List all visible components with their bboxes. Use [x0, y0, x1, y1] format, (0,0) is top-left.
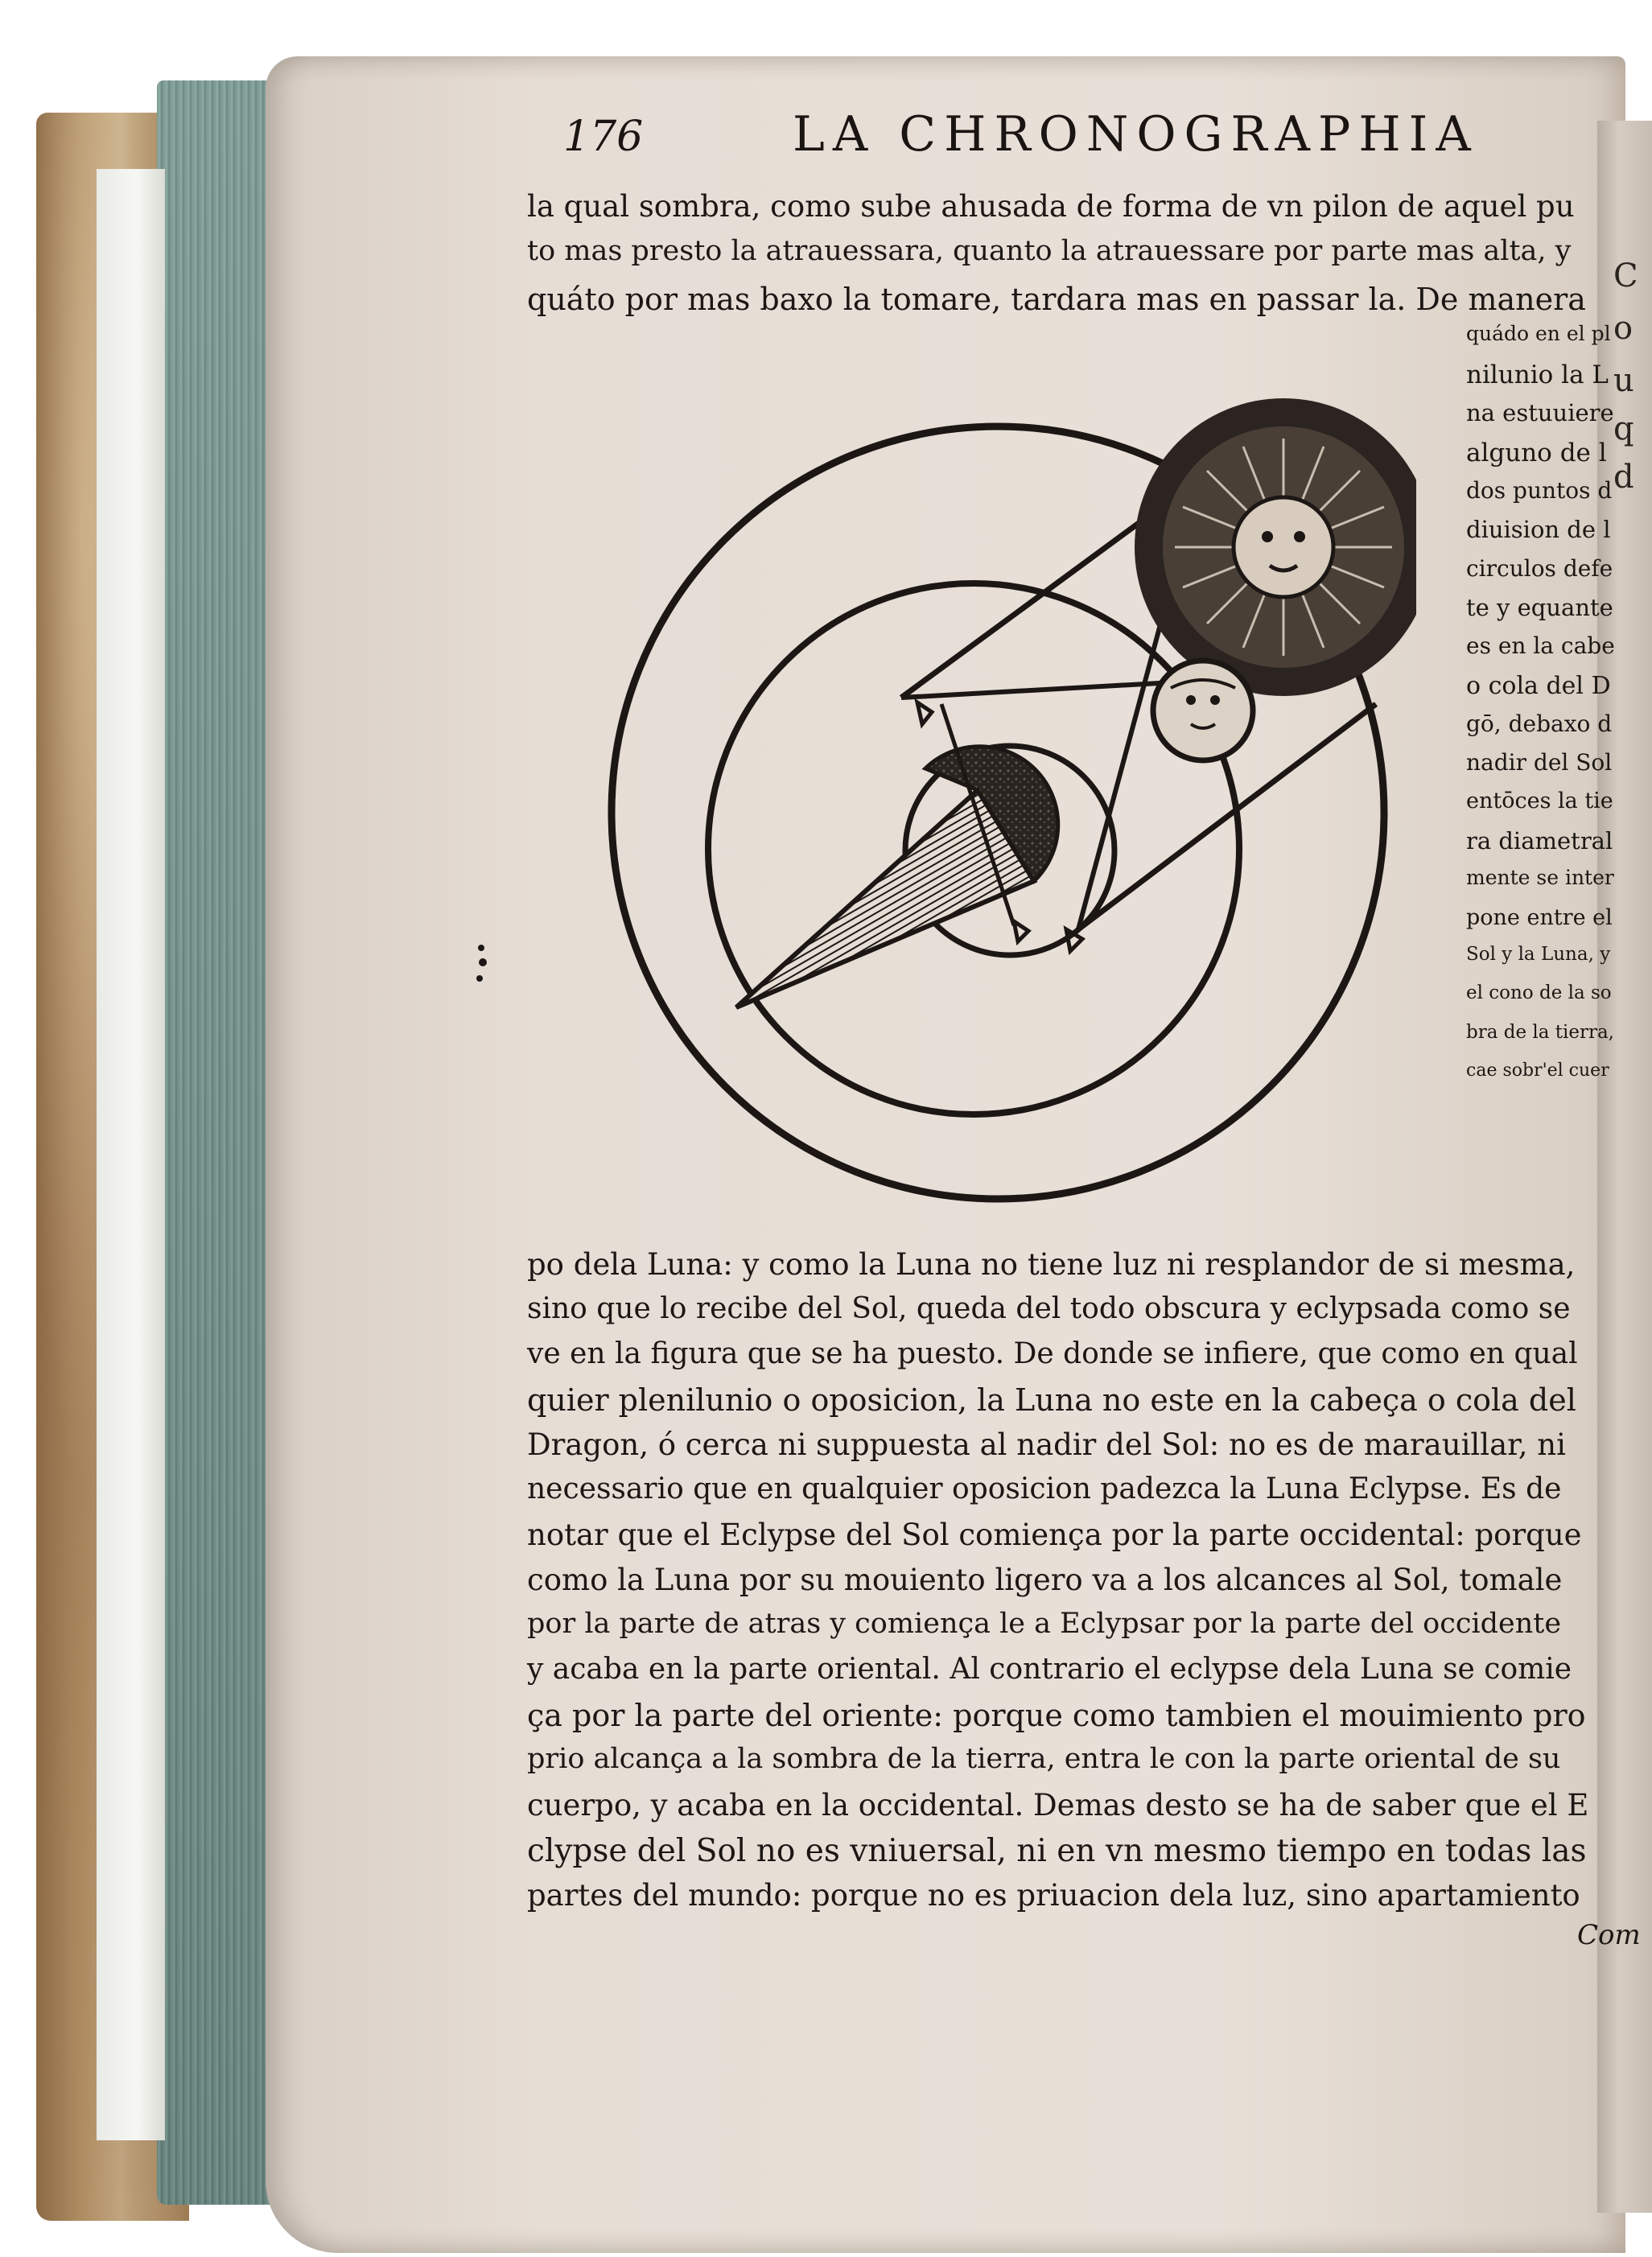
eclipse-diagram [547, 366, 1416, 1211]
side-text-line: ra diametral [1466, 827, 1613, 855]
side-text-line: nilunio la L [1466, 360, 1609, 389]
facing-page-letter: u [1613, 362, 1634, 399]
text-line: quier plenilunio o oposicion, la Luna no este en la cabeça o cola del [527, 1382, 1576, 1418]
text-line: notar que el Eclypse del Sol comiença por la parte occidental: porque [527, 1518, 1582, 1552]
side-text-line: entōces la tie [1466, 789, 1613, 813]
text-line: po dela Luna: y como la Luna no tiene luz ni resplandor de si mesma, [527, 1247, 1576, 1282]
text-line: la qual sombra, como sube ahusada de forma de vn pilon de aquel pu [527, 189, 1575, 224]
page-number: 176 [563, 113, 644, 161]
sun-icon [1135, 398, 1416, 696]
side-text-line: quádo en el pl [1466, 322, 1611, 345]
running-title: LA CHRONOGRAPHIA [793, 106, 1479, 163]
side-text-line: te y equante [1466, 594, 1613, 621]
text-line: ve en la figura que se ha puesto. De donde se infiere, que como en qual [527, 1337, 1578, 1370]
side-text-line: mente se inter [1466, 866, 1614, 889]
arrow-mark-icon [1014, 921, 1028, 941]
catchword: Com [1577, 1919, 1641, 1951]
facing-page-edge [1597, 121, 1652, 2213]
side-text-line: gō, debaxo d [1466, 710, 1613, 737]
side-text-line: Sol y la Luna, y [1466, 944, 1611, 965]
text-line: clypse del Sol no es vniuersal, ni en vn mesmo tiempo en todas las [527, 1833, 1587, 1869]
arrow-mark-icon [1066, 929, 1082, 951]
facing-page-letter: q [1613, 410, 1634, 447]
moon-face-icon [1153, 661, 1253, 760]
text-line: como la Luna por su mouiento ligero va a los alcances al Sol, tomale [527, 1563, 1563, 1597]
arrow-mark-icon [917, 702, 932, 724]
text-line: Dragon, ó cerca ni suppuesta al nadir del Sol: no es de marauillar, ni [527, 1427, 1566, 1462]
text-line: ça por la parte del oriente: porque como tambien el mouimiento pro [527, 1698, 1586, 1733]
side-text-line: na estuuiere [1466, 399, 1614, 426]
text-line: sino que lo recibe del Sol, queda del todo obscura y eclypsada como se [527, 1292, 1571, 1325]
side-text-line: dos puntos d [1466, 477, 1613, 504]
side-text-line: el cono de la so [1466, 982, 1612, 1003]
endpaper [97, 169, 165, 2140]
side-text-line: pone entre el [1466, 905, 1613, 930]
side-text-line: diuision de l [1466, 516, 1611, 543]
text-line: quáto por mas baxo la tomare, tardara mas en passar la. De manera [527, 282, 1586, 317]
text-line: necessario que en qualquier oposicion padezca la Luna Eclypse. Es de [527, 1472, 1562, 1505]
side-text-line: es en la cabe [1466, 632, 1615, 659]
text-line: partes del mundo: porque no es priuacion dela luz, sino apartamiento [527, 1878, 1580, 1913]
text-line: y acaba en la parte oriental. Al contrario el eclypse dela Luna se comie [527, 1653, 1572, 1686]
side-text-line: cae sobr'el cuer [1466, 1061, 1609, 1081]
side-text-line: circulos defe [1466, 555, 1613, 582]
text-line: cuerpo, y acaba en la occidental. Demas desto se ha de saber que el E [527, 1788, 1589, 1822]
side-text-line: bra de la tierra, [1466, 1022, 1614, 1043]
shadow-cone [736, 790, 1034, 1007]
text-line: to mas presto la atrauessara, quanto la atrauessare por parte mas alta, y [527, 235, 1572, 267]
facing-page-letter: o [1613, 310, 1633, 347]
text-line: por la parte de atras y comiença le a Eclypsar por la parte del occidente [527, 1608, 1562, 1640]
ink-stain [473, 940, 489, 988]
side-text-line: alguno de l [1466, 439, 1607, 467]
side-text-line: nadir del Sol [1466, 749, 1613, 776]
facing-page-letter: C [1613, 257, 1638, 294]
facing-page-letter: d [1613, 459, 1634, 496]
side-text-line: o cola del D [1466, 672, 1611, 700]
text-line: prio alcança a la sombra de la tierra, entra le con la parte oriental de su [527, 1743, 1561, 1775]
